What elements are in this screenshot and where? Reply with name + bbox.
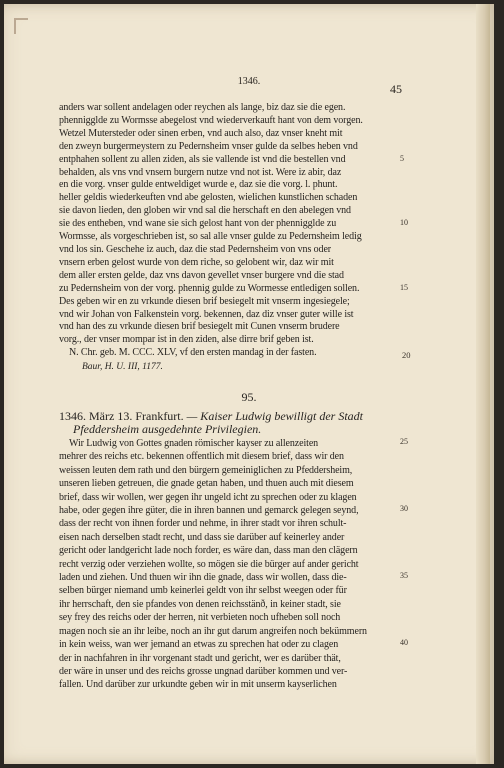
page-number: 45 xyxy=(390,82,402,96)
line-marker: 35 xyxy=(400,571,408,580)
text-line: dem aller ersten gelde, daz vns davon gevellet vnser burgere vnd die stad xyxy=(59,269,344,281)
document-title-line: Pfeddersheim ausgedehnte Privilegien. xyxy=(73,422,262,436)
text-line: behalden, als vns vnd vnsern burgern nutze vnd not ist. Were iz abir, daz xyxy=(59,166,342,178)
text-line: sie des entheben, vnd wane sie sich gelost hant von der phennigglde zu xyxy=(59,218,337,230)
text-line: sey frey des reichs oder der herren, nit verbieten noch ufheben soll noch xyxy=(59,612,341,624)
document-number: 95. xyxy=(241,390,257,404)
text-line: fallen. Und darüber zur urkundte geben wir in mit unserm kayserlichen xyxy=(59,679,337,691)
text-line: recht verzig oder verziehen wollte, so mögen sie die bürger auf ander gericht xyxy=(59,558,359,570)
line-marker: 30 xyxy=(400,504,408,513)
document-date: 1346. März 13. Frankfurt. xyxy=(59,409,184,423)
text-line: der in nachfahren in ihr vorgenant stadt und gericht, wer es darüber thät, xyxy=(59,652,341,664)
text-line: eisen nach derselben stadt recht, und dass sie darüber auf keinerley ander xyxy=(59,531,345,543)
text-line: den zweyn burgermeystern zu Pedernsheim vnser gulde da selbes heben vnd xyxy=(59,140,358,152)
text-line: vnsern erben gelost wurde von dem riche, so gelobent wir, daz wir mit xyxy=(59,256,334,268)
text-line: habe, oder gegen ihre güter, die in ihren bannen und gemarck gelegen seynd, xyxy=(59,505,359,517)
document-title-line: — Kaiser Ludwig bewilligt der Stadt xyxy=(186,409,363,423)
line-marker: 20 xyxy=(402,350,411,360)
line-marker: 25 xyxy=(400,437,408,446)
text-line: phennigglde zu Wormsse abegelost vnd wiederverkauft hant von dem vorgen. xyxy=(59,114,363,126)
text-line: en die vorg. vnser gulde entweldiget wurde e, daz sie die vorg. l. phunt. xyxy=(59,179,338,191)
continuation-text xyxy=(59,102,396,347)
text-line: anders war sollent andelagen oder reychen als lange, biz daz sie die egen. xyxy=(59,102,346,113)
text-line: heller geldis wiederkeuften vnd abe gelosten, wielichen kunstlichen schaden xyxy=(59,192,358,204)
text-line: in kein weiss, wan wer jemand an etwas zu sprechen hat oder zu clagen xyxy=(59,639,339,651)
document-body-text xyxy=(59,437,397,692)
text-line: Wir Ludwig von Gottes gnaden römischer kayser zu allenzeiten xyxy=(69,438,319,449)
line-marker: 10 xyxy=(400,218,408,227)
corner-mark-decoration xyxy=(14,18,28,34)
text-line: Wetzel Mutersteder oder sinen erben, vnd auch also, daz vnser kneht mit xyxy=(59,127,343,139)
line-marker: 5 xyxy=(400,154,404,163)
book-page xyxy=(4,4,494,764)
page-binding-edge xyxy=(476,4,490,764)
source-citation: Baur, H. U. III, 1177. xyxy=(82,362,163,372)
text-line: brief, dass wir wollen, wer gegen ihr ungeld icht zu sprechen oder zu klagen xyxy=(59,491,357,503)
text-line: mehrer des reichs etc. bekennen offentlich mit diesem brief, dass wir den xyxy=(59,451,344,463)
text-line: zu Pedernsheim von der vorg. phennig gulde zu Wormesse entledigen sollen. xyxy=(59,282,360,294)
text-line: vnd wir Johan von Falkenstein vorg. bekennen, daz diz vnser guter wille ist xyxy=(59,308,354,320)
running-header-year: 1346. xyxy=(237,76,261,87)
document-heading xyxy=(59,410,404,436)
text-line: vorg., der vnser mompar ist in den ziden, alse dirre brif geben ist. xyxy=(59,334,314,346)
text-line: der wäre in unser und des reichs grosse ungnad darüber kommen und ver- xyxy=(59,665,348,677)
line-marker: 15 xyxy=(400,283,408,292)
text-line: vnd los sin. Geschehe iz auch, daz die stad Pedernsheim von vns oder xyxy=(59,243,332,255)
line-marker: 40 xyxy=(400,638,408,647)
text-line: Des geben wir en zu vrkunde diesen brif besiegelt mit vnserm ingesiegele; xyxy=(59,295,350,307)
text-line: unseren lieben getreuen, die gnade getan haben, und thuen auch mit diesem xyxy=(59,478,354,490)
dating-line: N. Chr. geb. M. CCC. XLV, vf den ersten mandag in der fasten. xyxy=(69,347,317,358)
text-line: magen noch sie an ihr leibe, noch an ihr gut darum angreifen noch bekümmern xyxy=(59,625,367,637)
text-line: selben bürger niemand umb keinerlei geldt von ihr selbst weegen oder für xyxy=(59,585,347,597)
text-line: Wormsse, als vorgeschrieben ist, so sal alle vnser gulde zu Pedernsheim ledig xyxy=(59,231,362,243)
text-line: ihr herrschaft, den sie pfandes von denen reichsstänð, in keiner stadt, sie xyxy=(59,598,341,610)
text-line: vnd han des zu vrkunde diesen brif besiegelt mit Cunen vnserm brudere xyxy=(59,321,340,333)
text-line: entphahen sollent zu allen ziden, als sie vallende ist vnd die bestellen vnd xyxy=(59,153,346,165)
text-line: gericht oder landgericht lade noch forder, es wäre dan, dass man den clägern xyxy=(59,545,358,557)
text-line: sie davon lieden, den globen wir vnd sal die herschaft en den abelegen vnd xyxy=(59,205,351,217)
text-line: dass der recht von ihnen forder und nehme, in ihrer stadt vor ihren schult- xyxy=(59,518,347,530)
text-line: laden und ziehen. Und thuen wir ihn die gnade, dass wir wollen, dass die- xyxy=(59,572,347,584)
text-line: weissen leuten dem rath und den bürgern gemeiniglichen zu Pfeddersheim, xyxy=(59,464,353,476)
